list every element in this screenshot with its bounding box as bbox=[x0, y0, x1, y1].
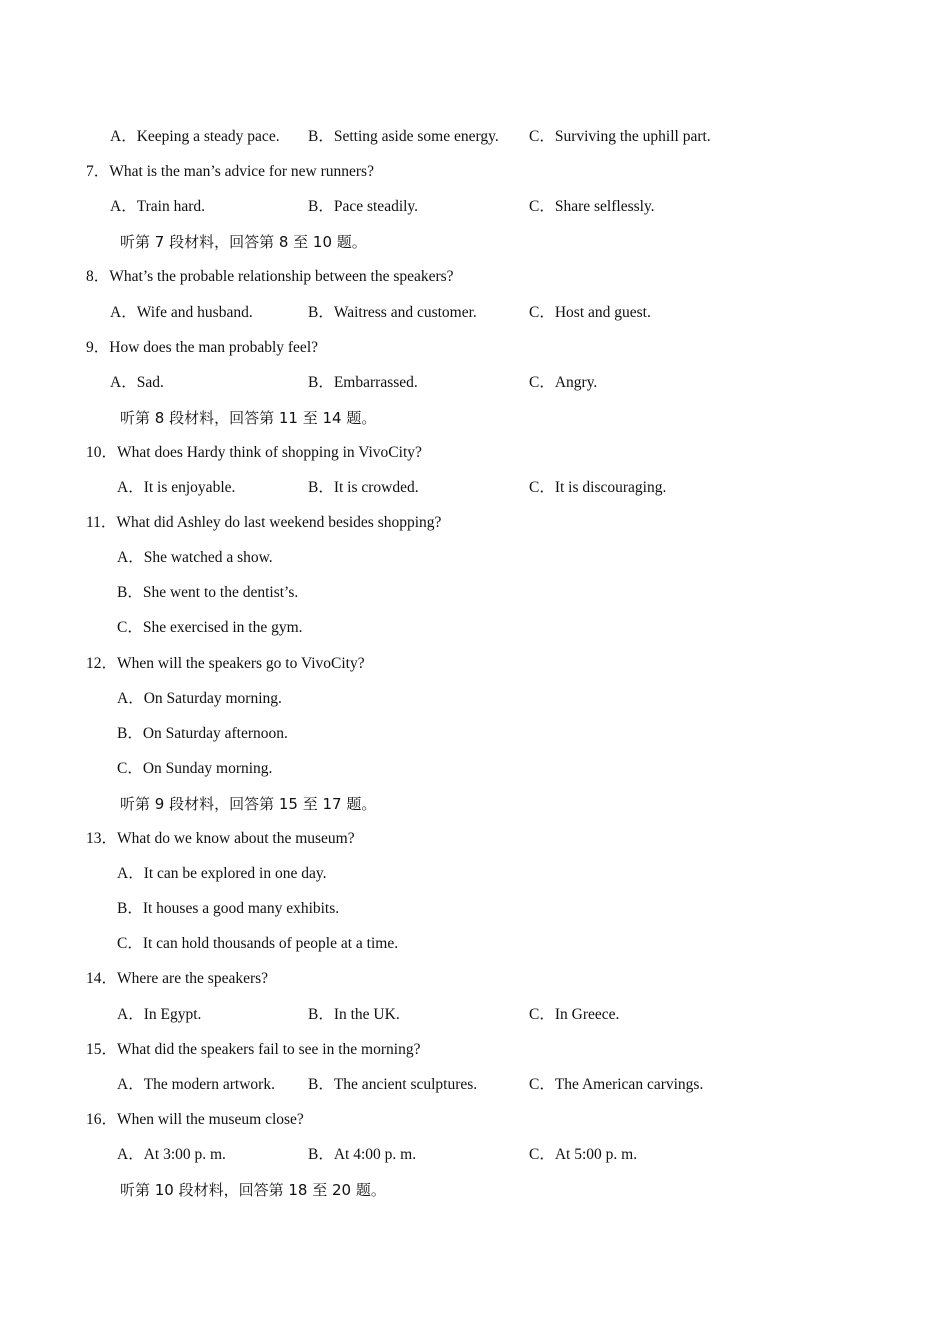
answer-option-b: B．The ancient sculptures. bbox=[308, 1076, 478, 1093]
answer-option-c: C．In Greece. bbox=[529, 1006, 620, 1023]
answer-option-a: A．Wife and husband. bbox=[110, 304, 253, 321]
answer-option-c: C．Share selflessly. bbox=[529, 198, 655, 215]
answer-option: C．On Sunday morning. bbox=[117, 760, 273, 777]
answer-option-c: C．At 5:00 p. m. bbox=[529, 1146, 638, 1163]
answer-option-a: A．Train hard. bbox=[110, 198, 206, 215]
question-text: 12．When will the speakers go to VivoCity? bbox=[86, 655, 365, 672]
answer-option-a: A．It is enjoyable. bbox=[117, 479, 236, 496]
answer-option: A．On Saturday morning. bbox=[117, 690, 282, 707]
answer-option-b: B．Waitress and customer. bbox=[308, 304, 477, 321]
answer-option-b: B．It is crowded. bbox=[308, 479, 419, 496]
answer-option: A．She watched a show. bbox=[117, 549, 273, 566]
answer-option: C．It can hold thousands of people at a time. bbox=[117, 935, 399, 952]
answer-option-c: C．Surviving the uphill part. bbox=[529, 128, 711, 145]
answer-option-c: C．The American carvings. bbox=[529, 1076, 704, 1093]
question-text: 7．What is the man’s advice for new runners? bbox=[86, 163, 374, 180]
answer-option-a: A．The modern artwork. bbox=[117, 1076, 275, 1093]
question-text: 15．What did the speakers fail to see in the morning? bbox=[86, 1041, 421, 1058]
question-text: 11．What did Ashley do last weekend besides shopping? bbox=[86, 514, 442, 531]
question-text: 10．What does Hardy think of shopping in VivoCity? bbox=[86, 444, 422, 461]
question-text: 8．What’s the probable relationship between the speakers? bbox=[86, 268, 454, 285]
answer-option-b: B．Pace steadily. bbox=[308, 198, 419, 215]
section-instruction: 听第 10 段材料，回答第 18 至 20 题。 bbox=[120, 1181, 386, 1199]
answer-option-b: B．Embarrassed. bbox=[308, 374, 418, 391]
section-instruction: 听第 7 段材料，回答第 8 至 10 题。 bbox=[120, 233, 367, 251]
answer-option: A．It can be explored in one day. bbox=[117, 865, 327, 882]
answer-option-b: B．At 4:00 p. m. bbox=[308, 1146, 417, 1163]
answer-option-a: A．Keeping a steady pace. bbox=[110, 128, 280, 145]
answer-option-c: C．Angry. bbox=[529, 374, 598, 391]
question-text: 14．Where are the speakers? bbox=[86, 970, 269, 987]
answer-option-c: C．It is discouraging. bbox=[529, 479, 667, 496]
answer-option: B．It houses a good many exhibits. bbox=[117, 900, 340, 917]
question-text: 9．How does the man probably feel? bbox=[86, 339, 319, 356]
answer-option-a: A．In Egypt. bbox=[117, 1006, 202, 1023]
answer-option: B．On Saturday afternoon. bbox=[117, 725, 288, 742]
answer-option-b: B．Setting aside some energy. bbox=[308, 128, 499, 145]
answer-option-a: A．Sad. bbox=[110, 374, 164, 391]
answer-option: C．She exercised in the gym. bbox=[117, 619, 303, 636]
answer-option-a: A．At 3:00 p. m. bbox=[117, 1146, 226, 1163]
section-instruction: 听第 8 段材料，回答第 11 至 14 题。 bbox=[120, 409, 377, 427]
section-instruction: 听第 9 段材料，回答第 15 至 17 题。 bbox=[120, 795, 377, 813]
question-text: 16．When will the museum close? bbox=[86, 1111, 304, 1128]
answer-option: B．She went to the dentist’s. bbox=[117, 584, 299, 601]
answer-option-b: B．In the UK. bbox=[308, 1006, 400, 1023]
question-text: 13．What do we know about the museum? bbox=[86, 830, 355, 847]
answer-option-c: C．Host and guest. bbox=[529, 304, 651, 321]
